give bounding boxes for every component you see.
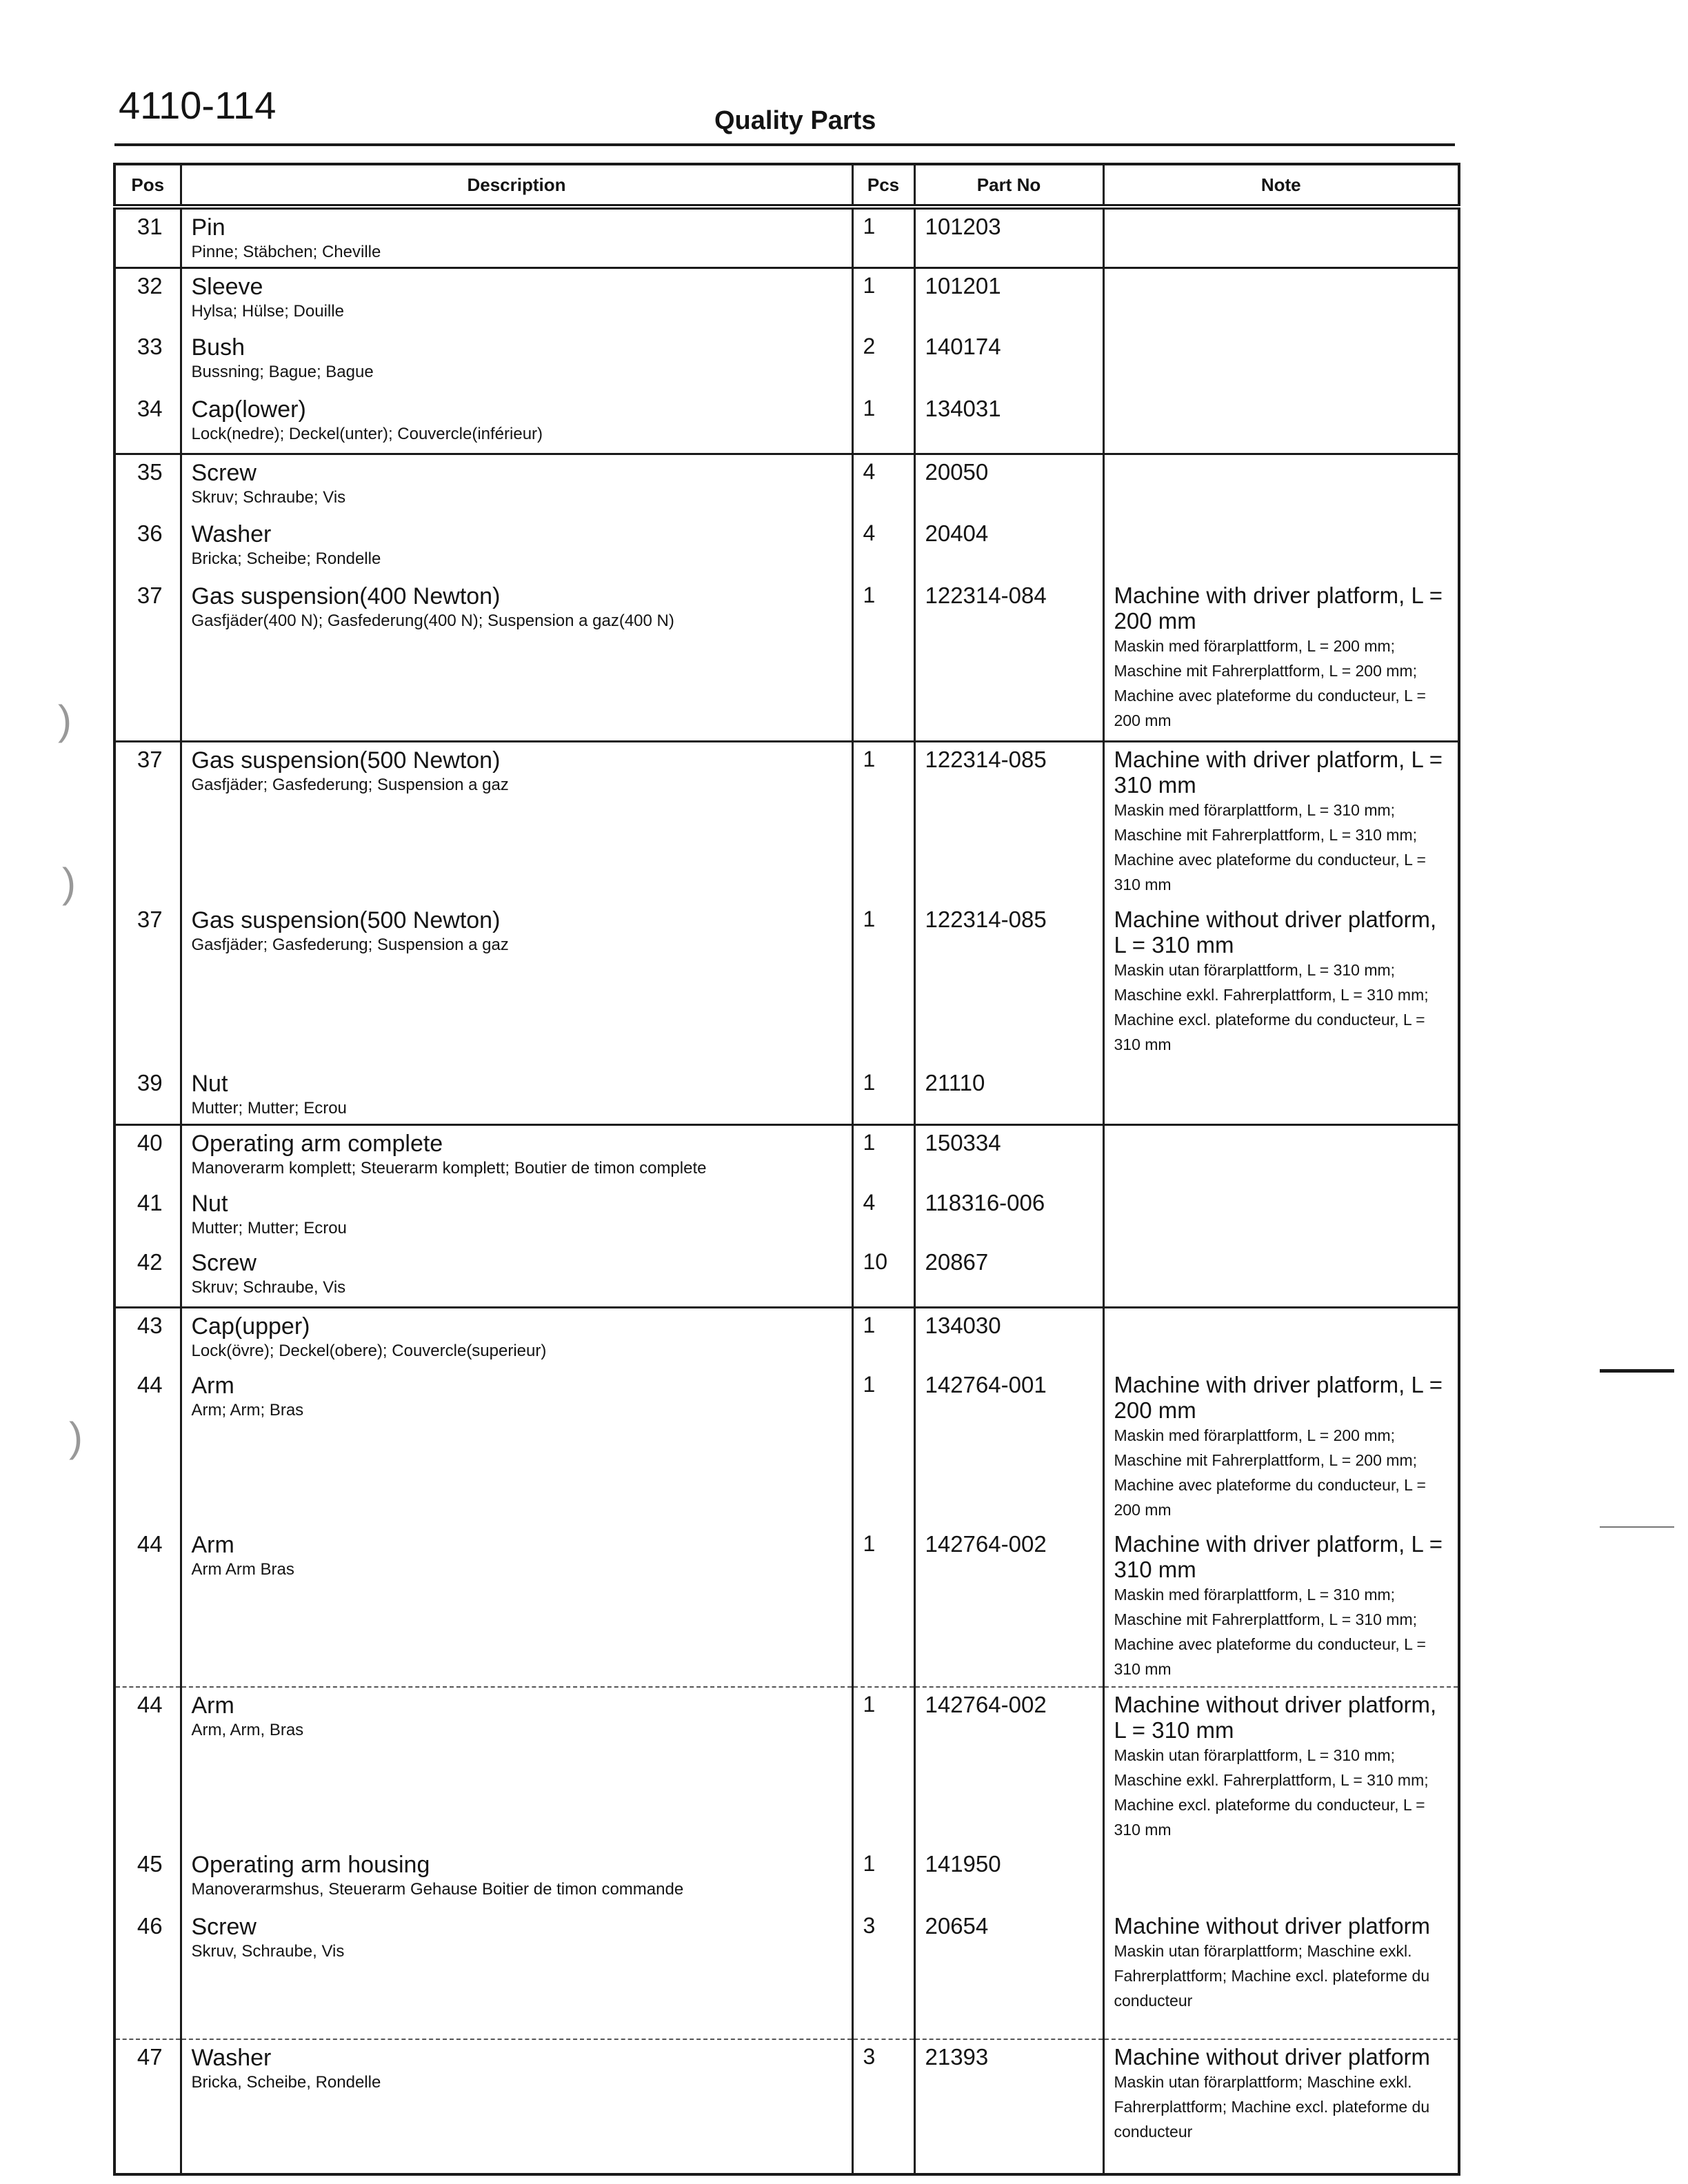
- part-translations: Bricka; Scheibe; Rondelle: [191, 549, 381, 568]
- part-name: Nut: [191, 1070, 228, 1097]
- cell-note: [1103, 207, 1459, 267]
- cell-note: [1103, 2039, 1459, 2174]
- column-header-part-no: Part No: [914, 164, 1103, 207]
- cell-pcs: 1: [852, 741, 914, 902]
- part-name: Gas suspension(400 Newton): [191, 583, 501, 609]
- part-translations: Skruv; Schraube; Vis: [191, 487, 346, 507]
- part-name: Washer: [191, 520, 272, 547]
- part-name: Operating arm complete: [191, 1131, 443, 1157]
- cell-description: [181, 330, 852, 392]
- cell-description: [181, 1245, 852, 1307]
- cell-pcs: 4: [852, 454, 914, 516]
- part-translations: Arm, Arm, Bras: [191, 1720, 304, 1739]
- cell-pcs: 1: [852, 267, 914, 330]
- part-name: Operating arm housing: [191, 1852, 430, 1879]
- cell-pos: 42: [114, 1245, 181, 1307]
- cell-pcs: 1: [852, 1368, 914, 1526]
- cell-note: [1103, 516, 1459, 578]
- cell-description: [181, 902, 852, 1065]
- note-main: Machine with driver platform, L = 310 mm: [1114, 746, 1443, 798]
- cell-pos: 43: [114, 1307, 181, 1368]
- note-main: Machine without driver platform, L = 310 mm: [1114, 1691, 1437, 1743]
- margin-rule-mark: [1600, 1526, 1674, 1528]
- cell-pcs: 1: [852, 578, 914, 741]
- table-row: [114, 1368, 1459, 1526]
- cell-pcs: 2: [852, 330, 914, 392]
- note-main: Machine without driver platform, L = 310 mm: [1114, 907, 1437, 958]
- note-translations: Maskin utan förarplattform, L = 310 mm; Maschine exkl. Fahrerplattform, L = 310 mm; Machine excl. plateforme du conducteur, L = 310 mm: [1114, 1746, 1429, 1839]
- cell-part-no: 122314-084: [914, 578, 1103, 741]
- part-translations: Skruv, Schraube, Vis: [191, 1942, 345, 1961]
- cell-pcs: 4: [852, 516, 914, 578]
- part-translations: Arm Arm Bras: [191, 1559, 294, 1579]
- cell-part-no: 134031: [914, 392, 1103, 454]
- part-name: Gas suspension(500 Newton): [191, 907, 501, 934]
- table-row: [114, 741, 1459, 902]
- table-row: [114, 902, 1459, 1065]
- part-translations: Pinne; Stäbchen; Cheville: [191, 243, 381, 261]
- document-number: 4110-114: [119, 83, 277, 127]
- table-row: [114, 330, 1459, 392]
- cell-part-no: 20050: [914, 454, 1103, 516]
- cell-note: [1103, 1307, 1459, 1368]
- part-translations: Lock(övre); Deckel(obere); Couvercle(superieur): [191, 1341, 547, 1360]
- cell-description: [181, 267, 852, 330]
- table-row: [114, 267, 1459, 330]
- table-row: [114, 1125, 1459, 1186]
- cell-pcs: 1: [852, 392, 914, 454]
- cell-description: [181, 2039, 852, 2174]
- page-title: Quality Parts: [714, 106, 876, 135]
- cell-pos: 37: [114, 578, 181, 741]
- cell-part-no: 20654: [914, 1909, 1103, 2039]
- cell-pcs: 1: [852, 1847, 914, 1909]
- cell-part-no: 142764-001: [914, 1368, 1103, 1526]
- cell-pos: 37: [114, 902, 181, 1065]
- table-row: [114, 1307, 1459, 1368]
- part-translations: Hylsa; Hülse; Douille: [191, 301, 344, 321]
- cell-pcs: 3: [852, 1909, 914, 2039]
- table-row: [114, 1687, 1459, 1847]
- cell-pcs: 1: [852, 1066, 914, 1125]
- parts-table-body: [114, 207, 1459, 2174]
- cell-description: [181, 207, 852, 267]
- part-name: Washer: [191, 2044, 272, 2071]
- column-header-note: Note: [1103, 164, 1459, 207]
- part-translations: Manoverarm komplett; Steuerarm komplett; Boutier de timon complete: [191, 1159, 707, 1178]
- cell-description: [181, 1307, 852, 1368]
- cell-description: [181, 1687, 852, 1847]
- part-translations: Gasfjäder; Gasfederung; Suspension a gaz: [191, 775, 509, 794]
- cell-pos: 44: [114, 1368, 181, 1526]
- cell-pos: 44: [114, 1527, 181, 1687]
- cell-description: [181, 1909, 852, 2039]
- table-row: [114, 1847, 1459, 1909]
- cell-note: [1103, 1066, 1459, 1125]
- cell-part-no: 20867: [914, 1245, 1103, 1307]
- note-main: Machine without driver platform: [1114, 1913, 1431, 1939]
- cell-note: [1103, 578, 1459, 741]
- note-translations: Maskin med förarplattform, L = 200 mm; Maschine mit Fahrerplattform, L = 200 mm; Machine avec plateforme du conducteur, L = 200 mm: [1114, 636, 1426, 729]
- cell-note: [1103, 902, 1459, 1065]
- cell-pcs: 4: [852, 1186, 914, 1245]
- cell-part-no: 21110: [914, 1066, 1103, 1125]
- margin-rule-mark: [1600, 1369, 1674, 1373]
- cell-pos: 33: [114, 330, 181, 392]
- cell-pos: 32: [114, 267, 181, 330]
- note-main: Machine without driver platform: [1114, 2043, 1431, 2070]
- cell-part-no: 142764-002: [914, 1527, 1103, 1687]
- table-row: [114, 207, 1459, 267]
- cell-description: [181, 1186, 852, 1245]
- cell-pos: 37: [114, 741, 181, 902]
- table-row: [114, 454, 1459, 516]
- cell-part-no: 142764-002: [914, 1687, 1103, 1847]
- cell-note: [1103, 1909, 1459, 2039]
- part-translations: Gasfjäder; Gasfederung; Suspension a gaz: [191, 936, 509, 955]
- table-row: [114, 392, 1459, 454]
- part-name: Arm: [191, 1531, 234, 1558]
- cell-note: [1103, 1527, 1459, 1687]
- part-name: Bush: [191, 334, 245, 361]
- cell-pos: 46: [114, 1909, 181, 2039]
- part-name: Sleeve: [191, 273, 263, 300]
- part-translations: Arm; Arm; Bras: [191, 1401, 304, 1420]
- cell-pos: 41: [114, 1186, 181, 1245]
- scan-artifact-icon: ): [58, 697, 72, 743]
- part-name: Pin: [191, 214, 225, 241]
- title-rule: [114, 143, 1455, 146]
- cell-note: [1103, 1368, 1459, 1526]
- cell-part-no: 20404: [914, 516, 1103, 578]
- table-row: [114, 1186, 1459, 1245]
- cell-note: [1103, 1847, 1459, 1909]
- cell-pos: 40: [114, 1125, 181, 1186]
- table-row: [114, 516, 1459, 578]
- scan-artifact-icon: ): [69, 1414, 83, 1460]
- part-name: Screw: [191, 459, 257, 486]
- note-translations: Maskin utan förarplattform; Maschine exkl. Fahrerplattform; Machine excl. plateforme du conducteur: [1114, 2072, 1430, 2141]
- part-translations: Skruv; Schraube, Vis: [191, 1278, 346, 1297]
- table-row: [114, 1066, 1459, 1125]
- part-name: Arm: [191, 1373, 234, 1399]
- table-row: [114, 1909, 1459, 2039]
- part-translations: Bricka, Scheibe, Rondelle: [191, 2072, 381, 2092]
- note-translations: Maskin utan förarplattform; Maschine exkl. Fahrerplattform; Machine excl. plateforme du conducteur: [1114, 1942, 1430, 2010]
- table-row: [114, 2039, 1459, 2174]
- cell-pos: 35: [114, 454, 181, 516]
- cell-pcs: 1: [852, 207, 914, 267]
- cell-pcs: 10: [852, 1245, 914, 1307]
- cell-part-no: 150334: [914, 1125, 1103, 1186]
- column-header-pcs: Pcs: [852, 164, 914, 207]
- cell-description: [181, 1847, 852, 1909]
- part-translations: Lock(nedre); Deckel(unter); Couvercle(inférieur): [191, 425, 543, 444]
- part-translations: Gasfjäder(400 N); Gasfederung(400 N); Suspension a gaz(400 N): [191, 611, 674, 630]
- cell-description: [181, 578, 852, 741]
- cell-part-no: 122314-085: [914, 902, 1103, 1065]
- part-name: Gas suspension(500 Newton): [191, 747, 501, 774]
- part-translations: Mutter; Mutter; Ecrou: [191, 1218, 347, 1237]
- cell-note: [1103, 741, 1459, 902]
- note-translations: Maskin utan förarplattform, L = 310 mm; Maschine exkl. Fahrerplattform, L = 310 mm; Machine excl. plateforme du conducteur, L = 310 mm: [1114, 961, 1429, 1054]
- cell-description: [181, 516, 852, 578]
- note-translations: Maskin med förarplattform, L = 310 mm; Maschine mit Fahrerplattform, L = 310 mm; Machine avec plateforme du conducteur, L = 310 mm: [1114, 1585, 1426, 1678]
- cell-note: [1103, 1186, 1459, 1245]
- cell-pcs: 3: [852, 2039, 914, 2174]
- part-name: Cap(lower): [191, 396, 306, 423]
- cell-part-no: 140174: [914, 330, 1103, 392]
- note-translations: Maskin med förarplattform, L = 200 mm; Maschine mit Fahrerplattform, L = 200 mm; Machine avec plateforme du conducteur, L = 200 mm: [1114, 1426, 1426, 1519]
- cell-description: [181, 392, 852, 454]
- cell-description: [181, 1527, 852, 1687]
- cell-pos: 47: [114, 2039, 181, 2174]
- table-row: [114, 578, 1459, 741]
- cell-pos: 45: [114, 1847, 181, 1909]
- column-header-description: Description: [181, 164, 852, 207]
- column-header-pos: Pos: [114, 164, 181, 207]
- cell-note: [1103, 330, 1459, 392]
- cell-part-no: 101203: [914, 207, 1103, 267]
- cell-part-no: 122314-085: [914, 741, 1103, 902]
- cell-pos: 36: [114, 516, 181, 578]
- note-translations: Maskin med förarplattform, L = 310 mm; Maschine mit Fahrerplattform, L = 310 mm; Machine avec plateforme du conducteur, L = 310 mm: [1114, 800, 1426, 893]
- cell-note: [1103, 1125, 1459, 1186]
- note-main: Machine with driver platform, L = 200 mm: [1114, 582, 1443, 634]
- cell-pos: 34: [114, 392, 181, 454]
- cell-note: [1103, 1245, 1459, 1307]
- cell-description: [181, 1125, 852, 1186]
- cell-pos: 39: [114, 1066, 181, 1125]
- cell-pcs: 1: [852, 902, 914, 1065]
- cell-part-no: 21393: [914, 2039, 1103, 2174]
- cell-part-no: 118316-006: [914, 1186, 1103, 1245]
- cell-part-no: 141950: [914, 1847, 1103, 1909]
- cell-pos: 31: [114, 207, 181, 267]
- part-name: Screw: [191, 1250, 257, 1277]
- cell-note: [1103, 454, 1459, 516]
- cell-pcs: 1: [852, 1307, 914, 1368]
- part-translations: Bussning; Bague; Bague: [191, 363, 374, 382]
- part-name: Nut: [191, 1190, 228, 1217]
- parts-table: [113, 163, 1460, 2176]
- part-name: Screw: [191, 1914, 257, 1941]
- cell-pcs: 1: [852, 1125, 914, 1186]
- cell-part-no: 101201: [914, 267, 1103, 330]
- part-name: Cap(upper): [191, 1313, 310, 1339]
- note-main: Machine with driver platform, L = 310 mm: [1114, 1530, 1443, 1582]
- table-row: [114, 1245, 1459, 1307]
- note-main: Machine with driver platform, L = 200 mm: [1114, 1372, 1443, 1424]
- cell-note: [1103, 267, 1459, 330]
- cell-note: [1103, 1687, 1459, 1847]
- table-header-row: [114, 164, 1459, 207]
- cell-description: [181, 741, 852, 902]
- cell-part-no: 134030: [914, 1307, 1103, 1368]
- cell-pcs: 1: [852, 1527, 914, 1687]
- cell-description: [181, 1368, 852, 1526]
- part-name: Arm: [191, 1692, 234, 1719]
- cell-pcs: 1: [852, 1687, 914, 1847]
- part-translations: Mutter; Mutter; Ecrou: [191, 1098, 347, 1118]
- cell-description: [181, 454, 852, 516]
- cell-description: [181, 1066, 852, 1125]
- scan-artifact-icon: ): [62, 860, 76, 906]
- part-translations: Manoverarmshus, Steuerarm Gehause Boitier de timon commande: [191, 1880, 684, 1899]
- table-row: [114, 1527, 1459, 1687]
- cell-pos: 44: [114, 1687, 181, 1847]
- cell-note: [1103, 392, 1459, 454]
